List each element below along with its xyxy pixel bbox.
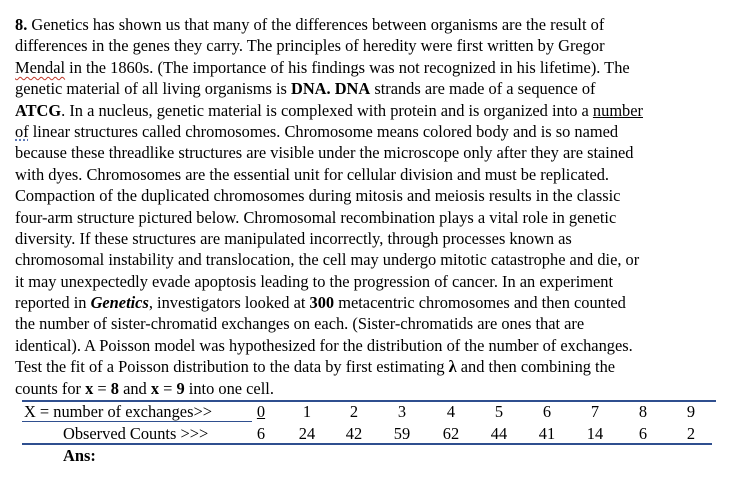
x-value: 8	[638, 402, 648, 421]
text-span: diversity. If these structures are manipulated incorrectly, through processes known as	[15, 228, 572, 248]
text-line	[15, 185, 737, 206]
spellcheck-word: Mendal	[15, 57, 66, 77]
x-value: 0	[256, 402, 266, 421]
text-line	[15, 292, 737, 313]
answer-label: Ans:	[63, 446, 96, 465]
counts-label: Observed Counts >>>	[63, 424, 209, 443]
answer-row	[0, 446, 751, 467]
text-line	[15, 164, 737, 185]
text-span: into one cell.	[184, 378, 274, 398]
problem-number: 8.	[15, 15, 28, 34]
table-row-counts	[0, 424, 751, 445]
bold-number: 8	[110, 378, 119, 398]
text-span: linear structures called chromosomes. Chromosome means colored body and is so named	[28, 121, 619, 141]
bold-term: ATCG	[15, 100, 62, 120]
count-value: 41	[538, 424, 556, 443]
problem-text	[15, 14, 737, 399]
text-line	[15, 121, 737, 142]
text-span: the number of sister-chromatid exchanges on each. (Sister-chromatids are ones that are	[15, 314, 585, 334]
underlined-word: number	[592, 100, 643, 120]
text-span: differences in the genes they carry. The principles of heredity were first written by Gregor	[15, 36, 605, 56]
text-span: in the 1860s. (The importance of his findings was not recognized in his lifetime). The	[65, 57, 630, 77]
text-span: Compaction of the duplicated chromosomes during mitosis and meiosis results in the classic	[15, 186, 621, 206]
count-value: 6	[256, 424, 266, 443]
text-span: Test the fit of a Poisson distribution to the data by first estimating	[15, 357, 449, 377]
text-span: and then combining the	[456, 357, 616, 377]
text-span: genetic material of all living organisms is	[15, 79, 291, 99]
text-span: reported in	[15, 293, 91, 313]
text-line	[15, 271, 737, 292]
x-value: 9	[686, 402, 696, 421]
count-value: 44	[490, 424, 508, 443]
text-line	[15, 207, 737, 228]
count-value: 6	[638, 424, 648, 443]
x-value: 7	[590, 402, 600, 421]
text-line	[15, 249, 737, 270]
count-value: 62	[442, 424, 460, 443]
text-span: four-arm structure pictured below. Chromosomal recombination plays a vital role in genetic	[15, 207, 617, 227]
bold-number: 9	[176, 378, 185, 398]
count-value: 24	[298, 424, 316, 443]
count-value: 42	[345, 424, 363, 443]
text-span: Genetics has shown us that many of the differences between organisms are the result of	[27, 15, 605, 34]
text-span: identical). A Poisson model was hypothesized for the distribution of the number of exchanges.	[15, 335, 633, 355]
text-line	[15, 335, 737, 356]
text-span: it may unexpectedly evade apoptosis leading to the progression of cancer. In an experiment	[15, 271, 614, 291]
lambda-symbol: λ	[448, 357, 457, 377]
text-line	[15, 78, 737, 99]
text-line	[15, 142, 737, 163]
bold-var: x	[150, 378, 160, 398]
text-span: counts for	[15, 378, 86, 398]
x-value: 1	[302, 402, 312, 421]
text-span: =	[159, 378, 177, 398]
text-line	[15, 100, 737, 121]
text-line	[15, 57, 737, 78]
text-span: , investigators looked at	[148, 293, 310, 313]
text-span: chromosomal instability and translocation, the cell may undergo mitotic catastrophe and die, or	[15, 250, 640, 270]
text-span: strands are made of a sequence of	[370, 79, 596, 99]
text-span: and	[118, 378, 151, 398]
x-label: X = number of exchanges>>	[24, 402, 212, 421]
journal-name: Genetics	[90, 293, 149, 313]
text-span: with dyes. Chromosomes are the essential unit for cellular division and must be replicated.	[15, 164, 610, 184]
text-line	[15, 356, 737, 377]
text-line	[15, 228, 737, 249]
text-line	[15, 313, 737, 334]
table-bottom-rule	[22, 443, 712, 445]
x-value: 4	[446, 402, 456, 421]
table-mid-rule	[22, 421, 252, 422]
text-span: =	[93, 378, 111, 398]
x-value: 6	[542, 402, 552, 421]
table-row-x	[0, 402, 751, 423]
text-span: because these threadlike structures are visible under the microscope only after they are stained	[15, 143, 634, 163]
text-line	[15, 35, 737, 56]
count-value: 59	[393, 424, 411, 443]
text-line	[15, 14, 737, 35]
text-span: . In a nucleus, genetic material is complexed with protein and is organized into a	[61, 100, 593, 120]
x-value: 2	[349, 402, 359, 421]
bold-var: x	[85, 378, 94, 398]
text-span: metacentric chromosomes and then counted	[334, 293, 626, 313]
text-line	[15, 378, 737, 399]
grammar-mark-word: of	[15, 121, 29, 141]
x-value: 5	[494, 402, 504, 421]
count-value: 2	[686, 424, 696, 443]
bold-number: 300	[309, 293, 335, 313]
x-value: 3	[397, 402, 407, 421]
count-value: 14	[586, 424, 604, 443]
bold-term: DNA. DNA	[291, 79, 371, 99]
